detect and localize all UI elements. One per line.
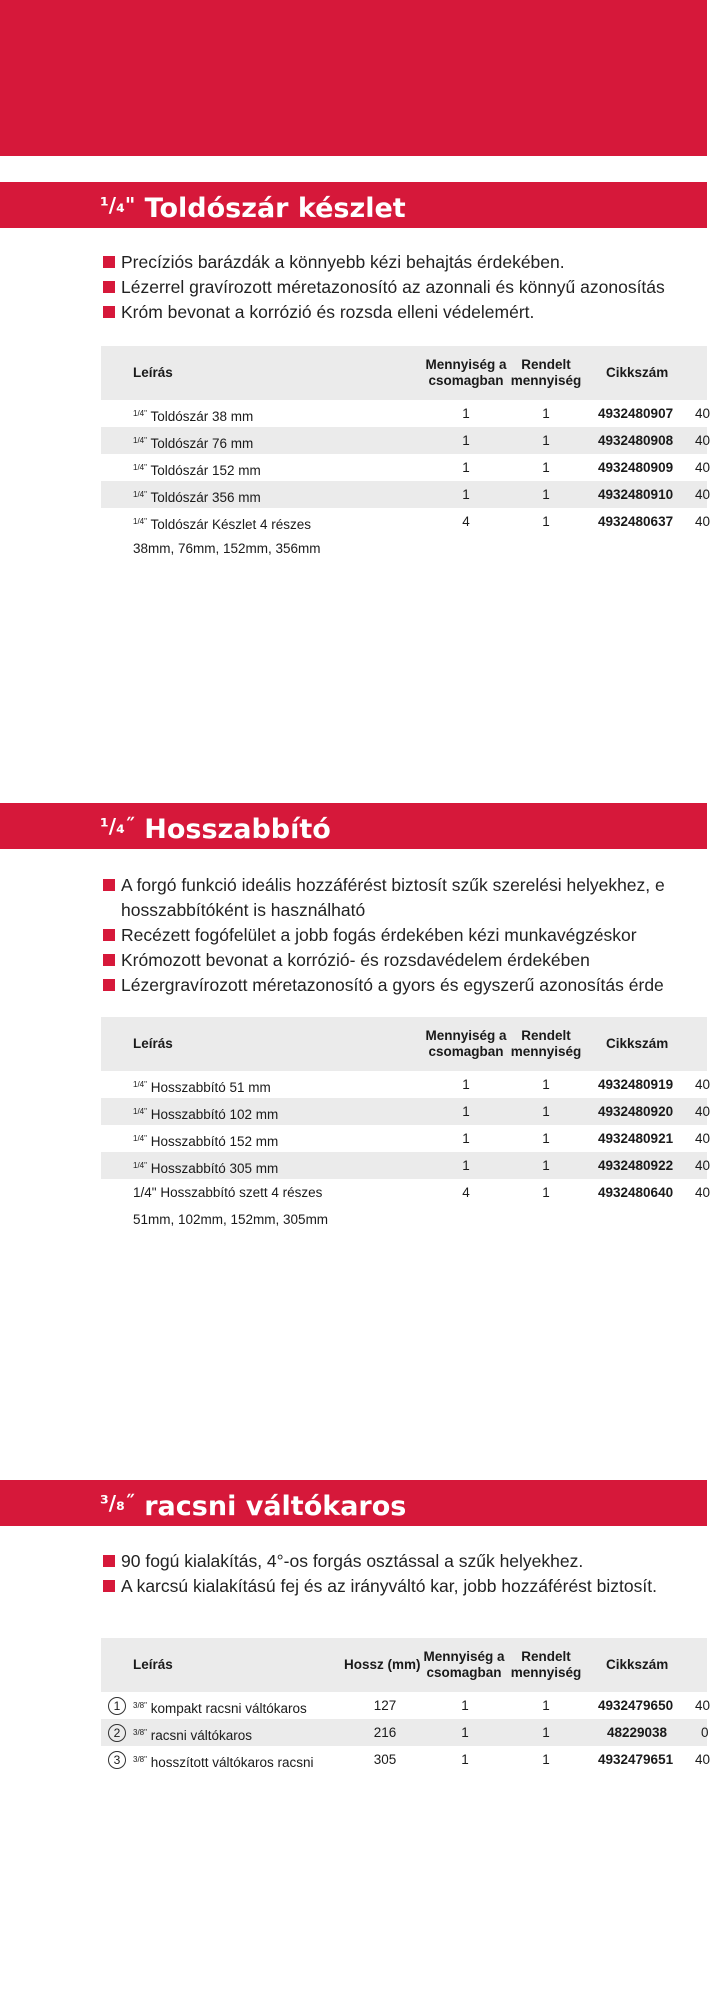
row-qty: 1 <box>461 1752 469 1767</box>
row-size: 3/8" <box>133 1755 147 1764</box>
row-ordered: 1 <box>542 1752 550 1767</box>
col-qty-pack-line2: csomagban <box>428 1044 504 1059</box>
row-desc-text: Hosszabbító 305 mm <box>150 1161 279 1176</box>
row-desc-text: Hosszabbító 102 mm <box>150 1107 279 1122</box>
row-qty: 1 <box>462 1077 470 1092</box>
row-ordered: 1 <box>542 1185 550 1200</box>
title-size-prefix: ³/₈˝ <box>100 1491 135 1515</box>
row-extra: 40 <box>695 1698 710 1713</box>
row-qty: 1 <box>462 487 470 502</box>
row-size: 3/8" <box>133 1701 147 1710</box>
row-extra: 40 <box>695 433 710 448</box>
product-table <box>101 1638 710 1773</box>
feature-list <box>103 1549 707 1599</box>
row-description <box>133 1179 322 1206</box>
row-extra: 0 <box>701 1725 709 1740</box>
table-row <box>101 481 710 508</box>
row-extra: 40 <box>695 406 710 421</box>
product-table <box>101 346 710 562</box>
col-description: Leírás <box>133 1036 173 1051</box>
col-ordered-line2: mennyiség <box>510 373 582 388</box>
row-qty: 1 <box>462 1104 470 1119</box>
table-row-subline <box>101 535 707 562</box>
row-size: 1/4" <box>133 1080 147 1089</box>
row-code: 4932480922 <box>598 1158 674 1173</box>
row-extra: 40 <box>695 1077 710 1092</box>
col-qty-pack <box>417 1028 515 1060</box>
row-subline-text: 38mm, 76mm, 152mm, 356mm <box>133 541 321 556</box>
table-header <box>101 1638 707 1692</box>
table-row <box>101 508 710 535</box>
row-size: 1/4" <box>133 1185 157 1200</box>
row-code: 4932480921 <box>598 1131 674 1146</box>
table-row <box>101 400 710 427</box>
row-size: 1/4" <box>133 409 147 418</box>
col-ordered <box>506 357 586 389</box>
row-code: 4932480909 <box>598 460 674 475</box>
row-size: 1/4" <box>133 1107 147 1116</box>
feature-item-line2: hosszabbítóként is használható <box>121 900 366 920</box>
row-ordered: 1 <box>542 1725 550 1740</box>
feature-item: Lézergravírozott méretazonosító a gyors és egyszerű azonosítás érde <box>103 973 707 998</box>
row-code: 4932479651 <box>598 1752 674 1767</box>
table-row <box>101 1692 710 1719</box>
row-code: 48229038 <box>607 1725 668 1740</box>
row-extra: 40 <box>695 514 710 529</box>
col-ordered-line1: Rendelt <box>521 1028 571 1043</box>
col-code: Cikkszám <box>606 365 669 380</box>
row-description <box>133 1152 278 1182</box>
row-extra: 40 <box>695 487 710 502</box>
row-size: 1/4" <box>133 490 147 499</box>
section-title-text: Hosszabbító <box>144 814 331 845</box>
row-desc-text: Toldószár Készlet 4 részes <box>150 517 312 532</box>
row-code: 4932480908 <box>598 433 674 448</box>
row-qty: 1 <box>461 1725 469 1740</box>
row-desc-text: Toldószár 76 mm <box>150 436 254 451</box>
table-row <box>101 454 710 481</box>
item-marker: 1 <box>108 1697 126 1715</box>
row-desc-text: Toldószár 152 mm <box>150 463 261 478</box>
row-extra: 40 <box>695 1131 710 1146</box>
col-ordered-line2: mennyiség <box>510 1665 582 1680</box>
row-desc-text: hosszított váltókaros racsni <box>150 1755 314 1770</box>
col-code: Cikkszám <box>606 1036 669 1051</box>
row-qty: 1 <box>461 1698 469 1713</box>
row-code: 4932480910 <box>598 487 674 502</box>
row-code: 4932480640 <box>598 1185 674 1200</box>
product-table <box>101 1017 710 1233</box>
feature-item: Precíziós barázdák a könnyebb kézi behajtás érdekében. <box>103 250 707 275</box>
section-title-text: racsni váltókaros <box>144 1491 407 1522</box>
row-length: 305 <box>373 1752 397 1767</box>
row-extra: 40 <box>695 1104 710 1119</box>
row-desc-text: Hosszabbító 152 mm <box>150 1134 279 1149</box>
row-description <box>133 427 253 457</box>
col-length: Hossz (mm) <box>344 1657 421 1672</box>
row-code: 4932480919 <box>598 1077 674 1092</box>
section-title-racsni <box>0 1480 707 1526</box>
row-desc-text: Hosszabbító 51 mm <box>150 1080 271 1095</box>
row-length: 216 <box>373 1725 397 1740</box>
row-ordered: 1 <box>542 487 550 502</box>
row-desc-text: racsni váltókaros <box>150 1728 253 1743</box>
row-qty: 1 <box>462 433 470 448</box>
row-description <box>133 454 261 484</box>
feature-item: Recézett fogófelület a jobb fogás érdekében kézi munkavégzéskor <box>103 923 707 948</box>
row-ordered: 1 <box>542 1131 550 1146</box>
row-description <box>133 1098 278 1128</box>
row-code: 4932479650 <box>598 1698 674 1713</box>
row-ordered: 1 <box>542 1698 550 1713</box>
section-title-toldoszar <box>0 182 707 228</box>
section-title-text: Toldószár készlet <box>144 193 406 224</box>
col-description: Leírás <box>133 1657 173 1672</box>
section-title-hosszabbito <box>0 803 707 849</box>
row-size: 1/4" <box>133 436 147 445</box>
row-size: 1/4" <box>133 1134 147 1143</box>
row-desc-text: Hosszabbító szett 4 részes <box>160 1185 323 1200</box>
row-subline-text: 51mm, 102mm, 152mm, 305mm <box>133 1212 329 1227</box>
row-qty: 1 <box>462 1158 470 1173</box>
feature-item: 90 fogú kialakítás, 4°-os forgás osztással a szűk helyekhez. <box>103 1549 707 1574</box>
row-qty: 1 <box>462 406 470 421</box>
row-description <box>133 400 253 430</box>
row-size: 1/4" <box>133 517 147 526</box>
col-qty-pack-line2: csomagban <box>428 373 504 388</box>
row-extra: 40 <box>695 1185 710 1200</box>
table-row <box>101 1071 710 1098</box>
col-code: Cikkszám <box>606 1657 669 1672</box>
feature-item <box>103 873 707 923</box>
col-qty-pack <box>421 1649 507 1681</box>
table-row <box>101 1746 710 1773</box>
row-length: 127 <box>373 1698 397 1713</box>
row-description <box>133 1746 314 1776</box>
row-code: 4932480920 <box>598 1104 674 1119</box>
feature-list <box>103 873 707 998</box>
col-ordered-line1: Rendelt <box>521 1649 571 1664</box>
col-description: Leírás <box>133 365 173 380</box>
row-extra: 40 <box>695 1158 710 1173</box>
table-row <box>101 1125 710 1152</box>
feature-item: Lézerrel gravírozott méretazonosító az azonnali és könnyű azonosítás <box>103 275 707 300</box>
feature-item: Króm bevonat a korrózió és rozsda elleni védelemért. <box>103 300 707 325</box>
row-size: 1/4" <box>133 1161 147 1170</box>
title-size-prefix: ¹/₄˝ <box>100 814 135 838</box>
table-row <box>101 1152 710 1179</box>
col-ordered-line2: mennyiség <box>510 1044 582 1059</box>
row-description <box>133 1071 271 1101</box>
row-extra: 40 <box>695 460 710 475</box>
row-desc-text: kompakt racsni váltókaros <box>150 1701 307 1716</box>
row-desc-text: Toldószár 38 mm <box>150 409 254 424</box>
row-code: 4932480907 <box>598 406 674 421</box>
col-ordered-line1: Rendelt <box>521 357 571 372</box>
title-size-prefix: ¹/₄" <box>100 193 136 217</box>
row-description <box>133 1719 252 1749</box>
row-ordered: 1 <box>542 1158 550 1173</box>
row-ordered: 1 <box>542 1077 550 1092</box>
row-size: 1/4" <box>133 463 147 472</box>
item-marker: 3 <box>108 1751 126 1769</box>
row-ordered: 1 <box>542 406 550 421</box>
row-ordered: 1 <box>542 514 550 529</box>
row-description <box>133 1125 278 1155</box>
row-description <box>133 508 311 538</box>
top-red-band <box>0 0 707 156</box>
item-marker: 2 <box>108 1724 126 1742</box>
row-size: 3/8" <box>133 1728 147 1737</box>
col-ordered <box>506 1028 586 1060</box>
col-ordered <box>506 1649 586 1681</box>
row-extra: 40 <box>695 1752 710 1767</box>
row-description <box>133 481 261 511</box>
table-header <box>101 1017 707 1071</box>
table-row <box>101 1179 710 1206</box>
row-ordered: 1 <box>542 460 550 475</box>
feature-item: A karcsú kialakítású fej és az irányváltó kar, jobb hozzáférést biztosít. <box>103 1574 707 1599</box>
row-desc-text: Toldószár 356 mm <box>150 490 261 505</box>
row-ordered: 1 <box>542 1104 550 1119</box>
row-code: 4932480637 <box>598 514 674 529</box>
row-ordered: 1 <box>542 433 550 448</box>
feature-item: Krómozott bevonat a korrózió- és rozsdavédelem érdekében <box>103 948 707 973</box>
table-header <box>101 346 707 400</box>
feature-item-line1: A forgó funkció ideális hozzáférést biztosít szűk szerelési helyekhez, e <box>121 875 665 895</box>
row-qty: 4 <box>462 514 470 529</box>
table-row <box>101 427 710 454</box>
table-row <box>101 1719 707 1746</box>
row-qty: 4 <box>462 1185 470 1200</box>
table-row-subline <box>101 1206 707 1233</box>
col-qty-pack <box>417 357 515 389</box>
row-qty: 1 <box>462 460 470 475</box>
table-row <box>101 1098 710 1125</box>
col-qty-pack-line1: Mennyiség a <box>423 1649 505 1664</box>
row-description <box>133 1692 307 1722</box>
feature-list <box>103 250 707 325</box>
col-qty-pack-line1: Mennyiség a <box>425 1028 507 1043</box>
row-qty: 1 <box>462 1131 470 1146</box>
col-qty-pack-line2: csomagban <box>426 1665 502 1680</box>
col-qty-pack-line1: Mennyiség a <box>425 357 507 372</box>
